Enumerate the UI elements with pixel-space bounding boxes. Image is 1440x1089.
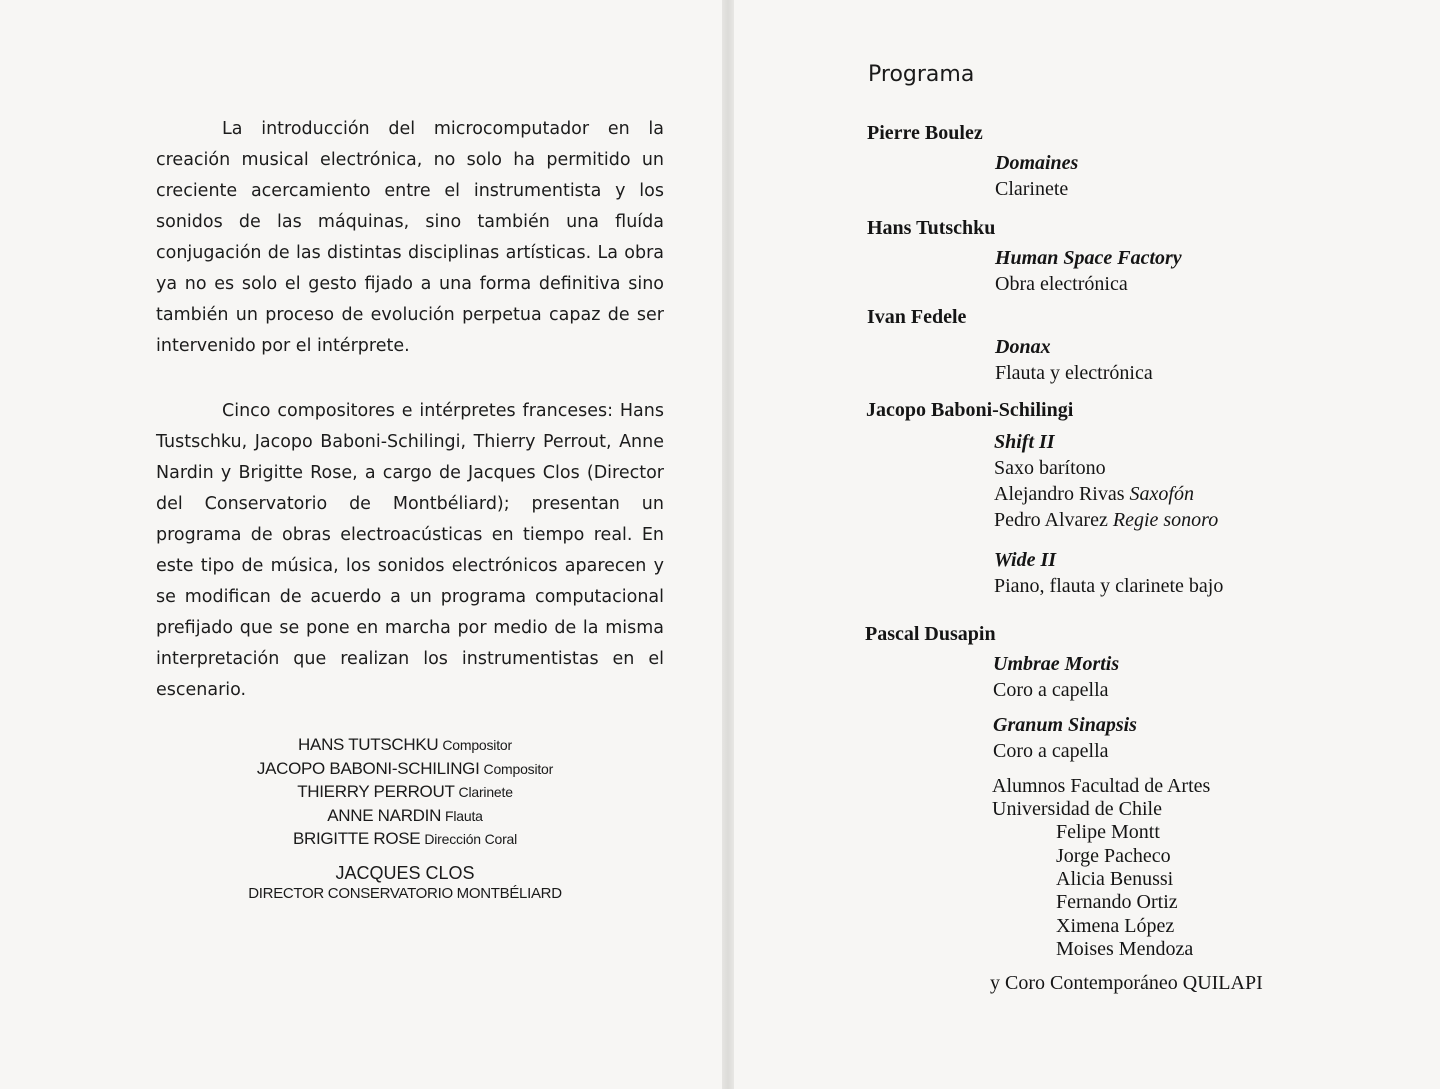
composer-name: Ivan Fedele (867, 306, 967, 328)
performer-role: Regie sonoro (1112, 509, 1219, 531)
credit-role: Dirección Coral (424, 831, 518, 847)
director-name: JACQUES CLOS (335, 862, 475, 883)
program-title: Programa (868, 62, 975, 87)
performer-line (994, 482, 1194, 506)
credits-list (200, 734, 610, 904)
credit-line (200, 828, 610, 852)
composer-name: Jacopo Baboni-Schilingi (866, 399, 1074, 421)
work-title: Umbrae Mortis (993, 653, 1120, 675)
credit-role: Clarinete (458, 784, 513, 800)
work-title: Domaines (995, 152, 1079, 174)
credit-name: JACOPO BABONI-SCHILINGI (256, 758, 480, 778)
composer-name: Pascal Dusapin (865, 623, 996, 645)
instrumentation: Flauta y electrónica (995, 362, 1153, 384)
credit-name: ANNE NARDIN (327, 805, 442, 825)
credit-name: BRIGITTE ROSE (292, 829, 421, 848)
performer-line (994, 508, 1218, 532)
credit-name: HANS TUTSCHKU (298, 735, 439, 754)
intro-paragraph: La introducción del microcomputador en la creación musical electrónica, no solo ha permitido un creciente acercamiento entre el instrumentista y los sonidos de las máquinas, sino también una fluída conjugación de las distintas disciplinas artísticas. La obra ya no es solo el gesto fijado a una forma definitiva sino también un proceso de evolución perpetua capaz de ser intervenido por el intérprete. (156, 119, 664, 356)
credit-line (200, 758, 610, 782)
instrumentation: Piano, flauta y clarinete bajo (994, 575, 1224, 597)
work-title: Wide II (994, 549, 1057, 571)
performer-role: Saxofón (1129, 483, 1194, 505)
credit-role: Compositor (442, 737, 512, 753)
composer-name: Pierre Boulez (867, 122, 983, 144)
instrumentation: Coro a capella (993, 679, 1109, 701)
work-title: Donax (995, 336, 1051, 358)
student-name: Felipe Montt (1056, 821, 1160, 843)
credit-role: Compositor (483, 760, 554, 777)
work-title: Granum Sinapsis (993, 714, 1137, 736)
credit-line (200, 781, 610, 805)
credit-name: THIERRY PERROUT (297, 782, 455, 801)
director-block (200, 862, 610, 904)
instrumentation: Saxo barítono (994, 457, 1106, 479)
student-name: Fernando Ortiz (1056, 891, 1178, 913)
work-title: Shift II (994, 431, 1055, 453)
director-title: DIRECTOR CONSERVATORIO MONTBÉLIARD (248, 884, 562, 902)
performers-heading: Alumnos Facultad de Artes (992, 775, 1211, 797)
student-name: Alicia Benussi (1056, 868, 1174, 890)
choir-line: y Coro Contemporáneo QUILAPI (990, 972, 1263, 994)
student-name: Jorge Pacheco (1056, 845, 1171, 867)
performer-name: Alejandro Rivas (994, 483, 1125, 505)
page-gutter (722, 0, 734, 1089)
instrumentation: Coro a capella (993, 740, 1109, 762)
work-title: Human Space Factory (995, 247, 1182, 269)
composers-paragraph: Cinco compositores e intérpretes franceses: Hans Tustschku, Jacopo Baboni-Schilingi, Thierry Perrout, Anne Nardin y Brigitte Rose, a cargo de Jacques Clos (Director del Conservatorio de Montbéliard); presentan un programa de obras electroacústicas en tiempo real. En este tipo de música, los sonidos electrónicos aparecen y se modifican de acuerdo a un programa computacional prefijado que se pone en marcha por medio de la misma interpretación que realizan los instrumentistas en el escenario. (156, 401, 664, 700)
instrumentation: Clarinete (995, 178, 1069, 200)
credit-role: Flauta (445, 807, 483, 824)
credit-line (200, 805, 610, 829)
performer-name: Pedro Alvarez (994, 509, 1108, 531)
credit-line (200, 734, 610, 758)
instrumentation: Obra electrónica (995, 273, 1128, 295)
student-name: Ximena López (1056, 915, 1175, 937)
composer-name: Hans Tutschku (867, 217, 996, 239)
student-name: Moises Mendoza (1056, 938, 1194, 960)
performers-heading: Universidad de Chile (992, 798, 1162, 820)
